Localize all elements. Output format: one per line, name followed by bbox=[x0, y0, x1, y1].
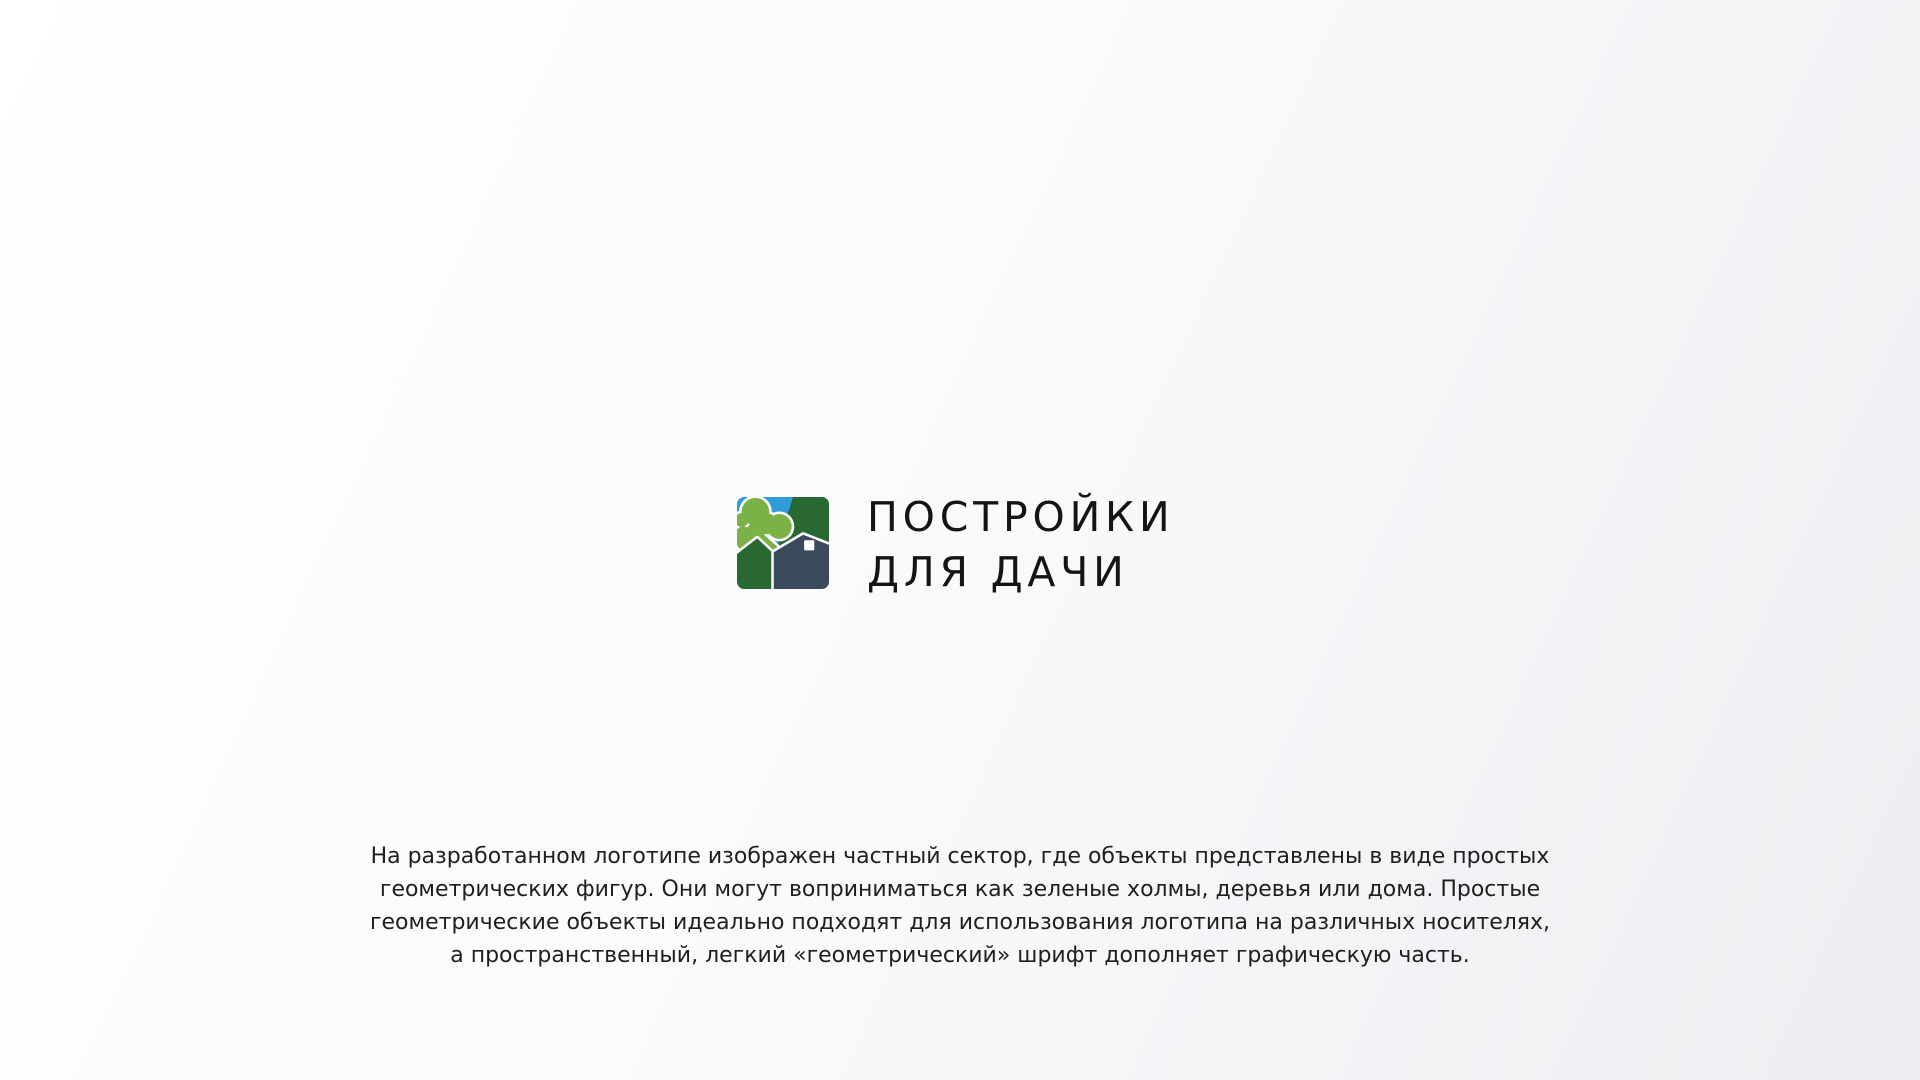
description-line-4: а пространственный, легкий «геометрический» шрифт дополняет графическую часть. bbox=[450, 943, 1470, 968]
description-line-3: геометрические объекты идеально подходят для использования логотипа на различных носителях, bbox=[369, 910, 1551, 935]
logo-title bbox=[867, 490, 1174, 600]
logo-title-line-1: ПОСТРОЙКИ bbox=[867, 493, 1175, 541]
logo-title-line-2: ДЛЯ ДАЧИ bbox=[867, 548, 1129, 596]
description-line-2: геометрических фигур. Они могут воприниматься как зеленые холмы, деревья или дома. Простые bbox=[379, 877, 1541, 902]
logo-mark bbox=[737, 497, 829, 589]
house-window-shape bbox=[804, 540, 814, 550]
description-line-1: На разработанном логотипе изображен частный сектор, где объекты представлены в виде простых bbox=[370, 844, 1550, 869]
logo-description bbox=[370, 840, 1550, 972]
